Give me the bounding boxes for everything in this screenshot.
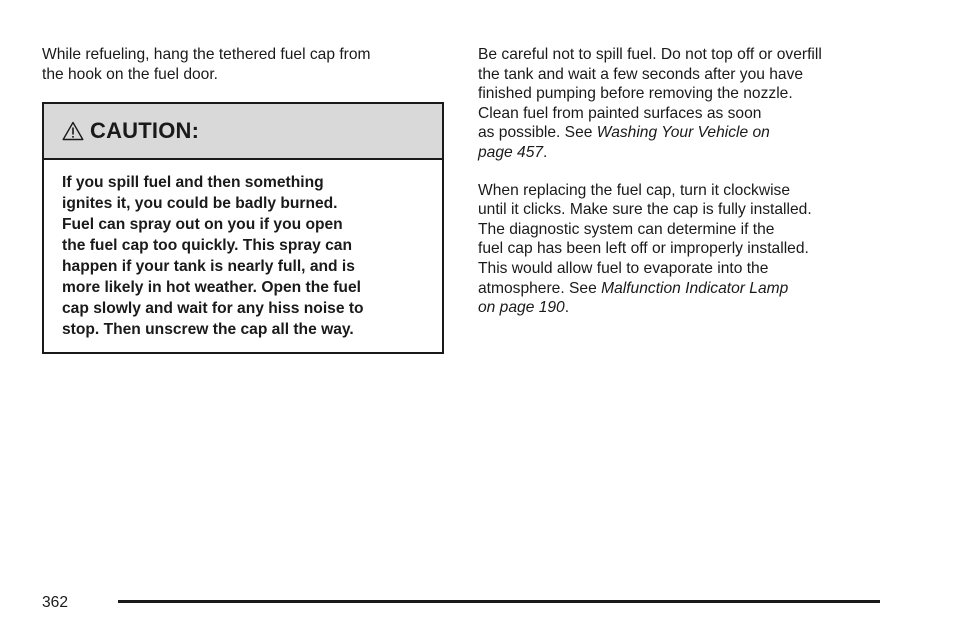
- ref-prefix: atmosphere. See: [478, 279, 602, 297]
- washing-vehicle-page-link[interactable]: page 457: [478, 143, 544, 161]
- warning-triangle-icon: [62, 121, 84, 141]
- paragraph-line: Clean fuel from painted surfaces as soon: [478, 104, 762, 122]
- caution-line: Fuel can spray out on you if you open: [62, 216, 343, 233]
- footer-rule: [118, 600, 880, 603]
- caution-line: the fuel cap too quickly. This spray can: [62, 237, 352, 254]
- spill-paragraph: [478, 45, 888, 163]
- caution-header: [44, 104, 442, 160]
- fuel-cap-paragraph: [478, 181, 888, 318]
- ref-suffix: .: [564, 299, 570, 317]
- page-number: 362: [42, 594, 69, 611]
- caution-body: [44, 160, 442, 340]
- caution-box: [42, 102, 444, 354]
- paragraph-line: fuel cap has been left off or improperly installed.: [478, 240, 809, 258]
- caution-line: happen if your tank is nearly full, and is: [62, 258, 355, 275]
- ref-suffix: .: [543, 143, 548, 161]
- caution-line: more likely in hot weather. Open the fuel: [62, 279, 361, 296]
- caution-line: If you spill fuel and then something: [62, 174, 324, 191]
- paragraph-line: the hook on the fuel door.: [42, 65, 219, 83]
- caution-line: cap slowly and wait for any hiss noise to: [62, 300, 364, 317]
- ref-prefix: as possible. See: [478, 124, 597, 142]
- paragraph-line: When replacing the fuel cap, turn it clockwise: [478, 181, 791, 199]
- paragraph-line: finished pumping before removing the nozzle.: [478, 85, 793, 103]
- paragraph-line: The diagnostic system can determine if the: [478, 220, 775, 238]
- refuel-intro-paragraph: [42, 45, 444, 84]
- malfunction-lamp-reference-link[interactable]: Malfunction Indicator Lamp: [601, 279, 789, 297]
- paragraph-line: [478, 123, 888, 143]
- paragraph-line: [478, 279, 888, 299]
- paragraph-line: until it clicks. Make sure the cap is fully installed.: [478, 201, 812, 219]
- malfunction-lamp-page-link[interactable]: on page 190: [478, 299, 565, 317]
- paragraph-line: [478, 298, 888, 318]
- paragraph-line: While refueling, hang the tethered fuel cap from: [42, 46, 371, 63]
- left-column: [42, 45, 444, 84]
- paragraph-line: [478, 143, 888, 163]
- paragraph-line: the tank and wait a few seconds after you have: [478, 65, 804, 83]
- caution-title: CAUTION:: [90, 118, 200, 143]
- caution-line: stop. Then unscrew the cap all the way.: [62, 321, 354, 338]
- caution-line: ignites it, you could be badly burned.: [62, 195, 338, 212]
- paragraph-line: Be careful not to spill fuel. Do not top off or overfill: [478, 46, 822, 63]
- washing-vehicle-reference-link[interactable]: Washing Your Vehicle on: [596, 124, 770, 142]
- paragraph-line: This would allow fuel to evaporate into the: [478, 259, 769, 277]
- right-column: [478, 45, 888, 318]
